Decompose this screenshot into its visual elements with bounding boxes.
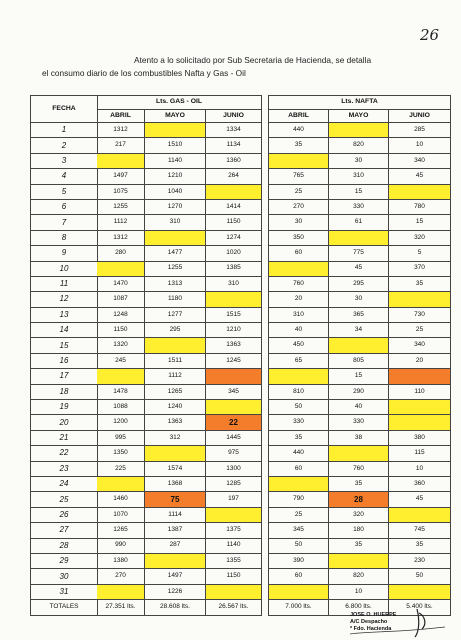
gas-value-cell: 245 [97, 354, 145, 369]
gas-value-cell: 1265 [97, 523, 145, 538]
nafta-value-cell [329, 123, 389, 138]
gas-value-cell: 1265 [145, 385, 206, 400]
nafta-value-cell: 450 [269, 338, 329, 353]
nafta-value-cell: 320 [329, 508, 389, 523]
nafta-value-cell: 345 [269, 523, 329, 538]
nafta-value-cell [389, 292, 451, 307]
gas-value-cell: 1312 [97, 231, 145, 246]
gas-value-cell: 1363 [206, 338, 262, 353]
date-cell: 16 [31, 354, 98, 369]
gas-total-cell: 28.608 lts. [145, 600, 206, 615]
gas-value-cell: 1368 [145, 477, 206, 492]
date-cell: 8 [31, 231, 98, 246]
nafta-value-cell: 15 [389, 215, 451, 230]
gas-value-cell [145, 338, 206, 353]
gas-value-cell: 1150 [206, 215, 262, 230]
nafta-value-cell: 10 [389, 462, 451, 477]
gas-value-cell: 197 [206, 492, 262, 507]
nafta-value-cell: 35 [329, 477, 389, 492]
nafta-value-cell [269, 477, 329, 492]
date-cell: 28 [31, 539, 98, 554]
gas-total-cell: 27.351 lts. [97, 600, 145, 615]
date-header: FECHA [31, 96, 98, 123]
gas-value-cell: 995 [97, 431, 145, 446]
gas-value-cell: 1070 [97, 508, 145, 523]
date-cell: 29 [31, 554, 98, 569]
gas-value-cell: 1445 [206, 431, 262, 446]
nafta-value-cell: 320 [389, 231, 451, 246]
nafta-value-cell: 45 [329, 262, 389, 277]
gas-value-cell: 1140 [206, 539, 262, 554]
gas-value-cell [97, 154, 145, 169]
signature-name: JOSE O. HUERPE [350, 612, 397, 618]
nafta-value-cell: 270 [269, 200, 329, 215]
nafta-value-cell: 35 [269, 138, 329, 153]
nafta-value-cell: 310 [269, 308, 329, 323]
nafta-value-cell: 360 [389, 477, 451, 492]
date-cell: 13 [31, 308, 98, 323]
nafta-value-cell: 10 [389, 138, 451, 153]
nafta-value-cell: 745 [389, 523, 451, 538]
gas-value-cell: 1334 [206, 123, 262, 138]
gas-value-cell: 1150 [206, 569, 262, 584]
gas-value-cell [206, 369, 262, 384]
nafta-value-cell: 110 [389, 385, 451, 400]
gas-value-cell: 1312 [97, 123, 145, 138]
gas-value-cell: 1470 [97, 277, 145, 292]
date-cell: 18 [31, 385, 98, 400]
nafta-value-cell: 25 [269, 185, 329, 200]
nafta-value-cell: 15 [329, 369, 389, 384]
gas-value-cell: 1313 [145, 277, 206, 292]
gas-value-cell: 1112 [97, 215, 145, 230]
gas-value-cell: 1510 [145, 138, 206, 153]
gas-value-cell: 1210 [206, 323, 262, 338]
date-cell: 23 [31, 462, 98, 477]
nafta-value-cell: 34 [329, 323, 389, 338]
nafta-value-cell: 50 [269, 400, 329, 415]
date-cell: 25 [31, 492, 98, 507]
nafta-value-cell [269, 369, 329, 384]
nafta-value-cell: 350 [269, 231, 329, 246]
gas-value-cell: 1511 [145, 354, 206, 369]
nafta-value-cell: 310 [329, 169, 389, 184]
gas-value-cell [97, 262, 145, 277]
date-cell: 3 [31, 154, 98, 169]
gas-value-cell: 22 [206, 415, 262, 430]
nafta-value-cell: 60 [269, 569, 329, 584]
nafta-value-cell [389, 185, 451, 200]
nafta-value-cell: 365 [329, 308, 389, 323]
nafta-value-cell: 340 [389, 154, 451, 169]
nafta-value-cell: 25 [389, 323, 451, 338]
gas-value-cell: 1380 [97, 554, 145, 569]
gas-value-cell: 1285 [206, 477, 262, 492]
nafta-value-cell: 35 [389, 539, 451, 554]
nafta-value-cell: 45 [389, 169, 451, 184]
gas-value-cell: 1515 [206, 308, 262, 323]
gas-value-cell: 1274 [206, 231, 262, 246]
nafta-value-cell: 20 [389, 354, 451, 369]
gas-value-cell: 1497 [145, 569, 206, 584]
gas-value-cell: 1320 [97, 338, 145, 353]
nafta-value-cell: 440 [269, 123, 329, 138]
gas-value-cell: 264 [206, 169, 262, 184]
nafta-value-cell: 295 [329, 277, 389, 292]
date-cell: 12 [31, 292, 98, 307]
nafta-value-cell: 65 [269, 354, 329, 369]
nafta-value-cell: 290 [329, 385, 389, 400]
gas-value-cell: 1478 [97, 385, 145, 400]
totals-label: TOTALES [31, 600, 98, 615]
nafta-value-cell: 790 [269, 492, 329, 507]
gas-value-cell [145, 446, 206, 461]
nafta-value-cell: 20 [269, 292, 329, 307]
gas-value-cell: 345 [206, 385, 262, 400]
date-column [30, 95, 98, 616]
nafta-value-cell: 820 [329, 569, 389, 584]
gas-value-cell [145, 231, 206, 246]
gas-value-cell: 310 [145, 215, 206, 230]
nafta-value-cell [389, 400, 451, 415]
gas-value-cell: 270 [97, 569, 145, 584]
gas-value-cell: 1087 [97, 292, 145, 307]
gas-value-cell: 1387 [145, 523, 206, 538]
gas-group-header: Lts. GAS - OIL [97, 96, 262, 110]
gasoil-table [97, 95, 262, 616]
gas-value-cell: 287 [145, 539, 206, 554]
gas-value-cell: 1112 [145, 369, 206, 384]
signature-line-3: * Fdo. Hacienda [350, 626, 392, 632]
gas-value-cell: 1040 [145, 185, 206, 200]
nafta-value-cell: 28 [329, 492, 389, 507]
date-cell: 27 [31, 523, 98, 538]
nafta-value-cell: 30 [269, 215, 329, 230]
nafta-value-cell: 330 [329, 415, 389, 430]
nafta-value-cell [329, 446, 389, 461]
nafta-value-cell: 50 [269, 539, 329, 554]
nafta-value-cell: 40 [269, 323, 329, 338]
nafta-value-cell [329, 231, 389, 246]
nafta-value-cell: 35 [269, 431, 329, 446]
gas-value-cell [206, 400, 262, 415]
nafta-value-cell [389, 369, 451, 384]
gas-value-cell: 1240 [145, 400, 206, 415]
gas-value-cell: 1375 [206, 523, 262, 538]
gas-value-cell: 1355 [206, 554, 262, 569]
nafta-value-cell: 38 [329, 431, 389, 446]
gas-value-cell: 1300 [206, 462, 262, 477]
nafta-value-cell: 340 [389, 338, 451, 353]
nafta-value-cell: 115 [389, 446, 451, 461]
nafta-value-cell: 780 [389, 200, 451, 215]
nafta-value-cell: 390 [269, 554, 329, 569]
nafta-value-cell: 730 [389, 308, 451, 323]
nafta-value-cell: 330 [329, 200, 389, 215]
gas-value-cell: 1360 [206, 154, 262, 169]
nafta-value-cell: 30 [329, 154, 389, 169]
nafta-value-cell: 760 [329, 462, 389, 477]
nafta-table [268, 95, 451, 616]
gas-value-cell: 990 [97, 539, 145, 554]
gas-value-cell: 280 [97, 246, 145, 261]
gas-value-cell: 1150 [97, 323, 145, 338]
gas-value-cell [206, 585, 262, 600]
nafta-value-cell: 805 [329, 354, 389, 369]
nafta-value-cell: 50 [389, 569, 451, 584]
nafta-value-cell: 330 [269, 415, 329, 430]
gas-value-cell: 1248 [97, 308, 145, 323]
date-cell: 17 [31, 369, 98, 384]
nafta-value-cell: 61 [329, 215, 389, 230]
gas-month-header: MAYO [145, 110, 206, 123]
intro-line-2: el consumo diario de los combustibles Nafta y Gas - Oil [42, 68, 246, 78]
gas-value-cell: 1200 [97, 415, 145, 430]
date-cell: 30 [31, 569, 98, 584]
gas-value-cell: 1210 [145, 169, 206, 184]
gas-month-header: ABRIL [97, 110, 145, 123]
nafta-value-cell: 810 [269, 385, 329, 400]
nafta-value-cell: 40 [329, 400, 389, 415]
nafta-value-cell: 230 [389, 554, 451, 569]
nafta-value-cell: 60 [269, 246, 329, 261]
gas-value-cell: 1134 [206, 138, 262, 153]
nafta-value-cell [389, 415, 451, 430]
nafta-value-cell: 15 [329, 185, 389, 200]
gas-value-cell: 225 [97, 462, 145, 477]
nafta-value-cell: 5 [389, 246, 451, 261]
gas-value-cell: 1497 [97, 169, 145, 184]
gas-value-cell: 1180 [145, 292, 206, 307]
nafta-value-cell: 775 [329, 246, 389, 261]
nafta-value-cell [269, 262, 329, 277]
gas-value-cell: 1226 [145, 585, 206, 600]
nafta-total-cell: 6.800 lts. [329, 600, 389, 615]
date-cell: 6 [31, 200, 98, 215]
gas-value-cell: 310 [206, 277, 262, 292]
nafta-group-header: Lts. NAFTA [269, 96, 451, 110]
gas-value-cell: 1075 [97, 185, 145, 200]
gas-value-cell [206, 508, 262, 523]
nafta-value-cell: 285 [389, 123, 451, 138]
date-cell: 14 [31, 323, 98, 338]
nafta-value-cell: 45 [389, 492, 451, 507]
date-cell: 10 [31, 262, 98, 277]
date-cell: 24 [31, 477, 98, 492]
nafta-value-cell [269, 154, 329, 169]
gas-value-cell: 1088 [97, 400, 145, 415]
nafta-value-cell: 10 [329, 585, 389, 600]
date-cell: 5 [31, 185, 98, 200]
nafta-value-cell [389, 508, 451, 523]
gas-value-cell: 975 [206, 446, 262, 461]
nafta-value-cell: 25 [269, 508, 329, 523]
nafta-value-cell [389, 585, 451, 600]
date-cell: 20 [31, 415, 98, 430]
gas-value-cell: 1140 [145, 154, 206, 169]
nafta-value-cell: 60 [269, 462, 329, 477]
nafta-value-cell: 760 [269, 277, 329, 292]
gas-value-cell: 217 [97, 138, 145, 153]
signature-line-2: A/C Despacho [350, 619, 388, 625]
nafta-value-cell [329, 338, 389, 353]
nafta-month-header: JUNIO [389, 110, 451, 123]
gas-value-cell [97, 369, 145, 384]
gas-value-cell: 312 [145, 431, 206, 446]
date-cell: 26 [31, 508, 98, 523]
date-cell: 2 [31, 138, 98, 153]
page-number: 26 [420, 26, 440, 44]
gas-value-cell: 1385 [206, 262, 262, 277]
nafta-value-cell: 35 [329, 539, 389, 554]
gas-value-cell: 1270 [145, 200, 206, 215]
nafta-value-cell [269, 585, 329, 600]
nafta-value-cell: 180 [329, 523, 389, 538]
gas-value-cell [145, 554, 206, 569]
gas-value-cell [206, 185, 262, 200]
fuel-table [30, 95, 460, 615]
date-cell: 15 [31, 338, 98, 353]
nafta-month-header: ABRIL [269, 110, 329, 123]
nafta-month-header: MAYO [329, 110, 389, 123]
date-cell: 22 [31, 446, 98, 461]
nafta-total-cell: 5.400 lts. [389, 600, 451, 615]
gas-total-cell: 26.567 lts. [206, 600, 262, 615]
date-cell: 9 [31, 246, 98, 261]
gas-value-cell: 1020 [206, 246, 262, 261]
intro-paragraph [30, 54, 450, 80]
gas-value-cell: 1255 [97, 200, 145, 215]
gas-value-cell: 1245 [206, 354, 262, 369]
nafta-value-cell: 765 [269, 169, 329, 184]
date-cell: 31 [31, 585, 98, 600]
gas-value-cell: 1460 [97, 492, 145, 507]
date-cell: 7 [31, 215, 98, 230]
nafta-value-cell: 30 [329, 292, 389, 307]
nafta-value-cell: 820 [329, 138, 389, 153]
gas-value-cell [97, 477, 145, 492]
nafta-value-cell: 380 [389, 431, 451, 446]
gas-value-cell: 1574 [145, 462, 206, 477]
nafta-value-cell: 35 [389, 277, 451, 292]
date-cell: 4 [31, 169, 98, 184]
gas-value-cell: 1114 [145, 508, 206, 523]
intro-line-1: Atento a lo solicitado por Sub Secretaria de Hacienda, se detalla [134, 55, 372, 65]
gas-month-header: JUNIO [206, 110, 262, 123]
signature-text [350, 612, 396, 633]
gas-value-cell: 75 [145, 492, 206, 507]
nafta-value-cell [329, 554, 389, 569]
gas-value-cell: 1363 [145, 415, 206, 430]
date-cell: 19 [31, 400, 98, 415]
date-cell: 11 [31, 277, 98, 292]
gas-value-cell: 295 [145, 323, 206, 338]
gas-value-cell [145, 123, 206, 138]
date-cell: 21 [31, 431, 98, 446]
gas-value-cell [97, 585, 145, 600]
date-cell: 1 [31, 123, 98, 138]
gas-value-cell: 1414 [206, 200, 262, 215]
nafta-total-cell: 7.000 lts. [269, 600, 329, 615]
gas-value-cell: 1255 [145, 262, 206, 277]
gas-value-cell: 1477 [145, 246, 206, 261]
nafta-value-cell: 440 [269, 446, 329, 461]
gas-value-cell: 1277 [145, 308, 206, 323]
gas-value-cell: 1350 [97, 446, 145, 461]
gas-value-cell [206, 292, 262, 307]
nafta-value-cell: 370 [389, 262, 451, 277]
